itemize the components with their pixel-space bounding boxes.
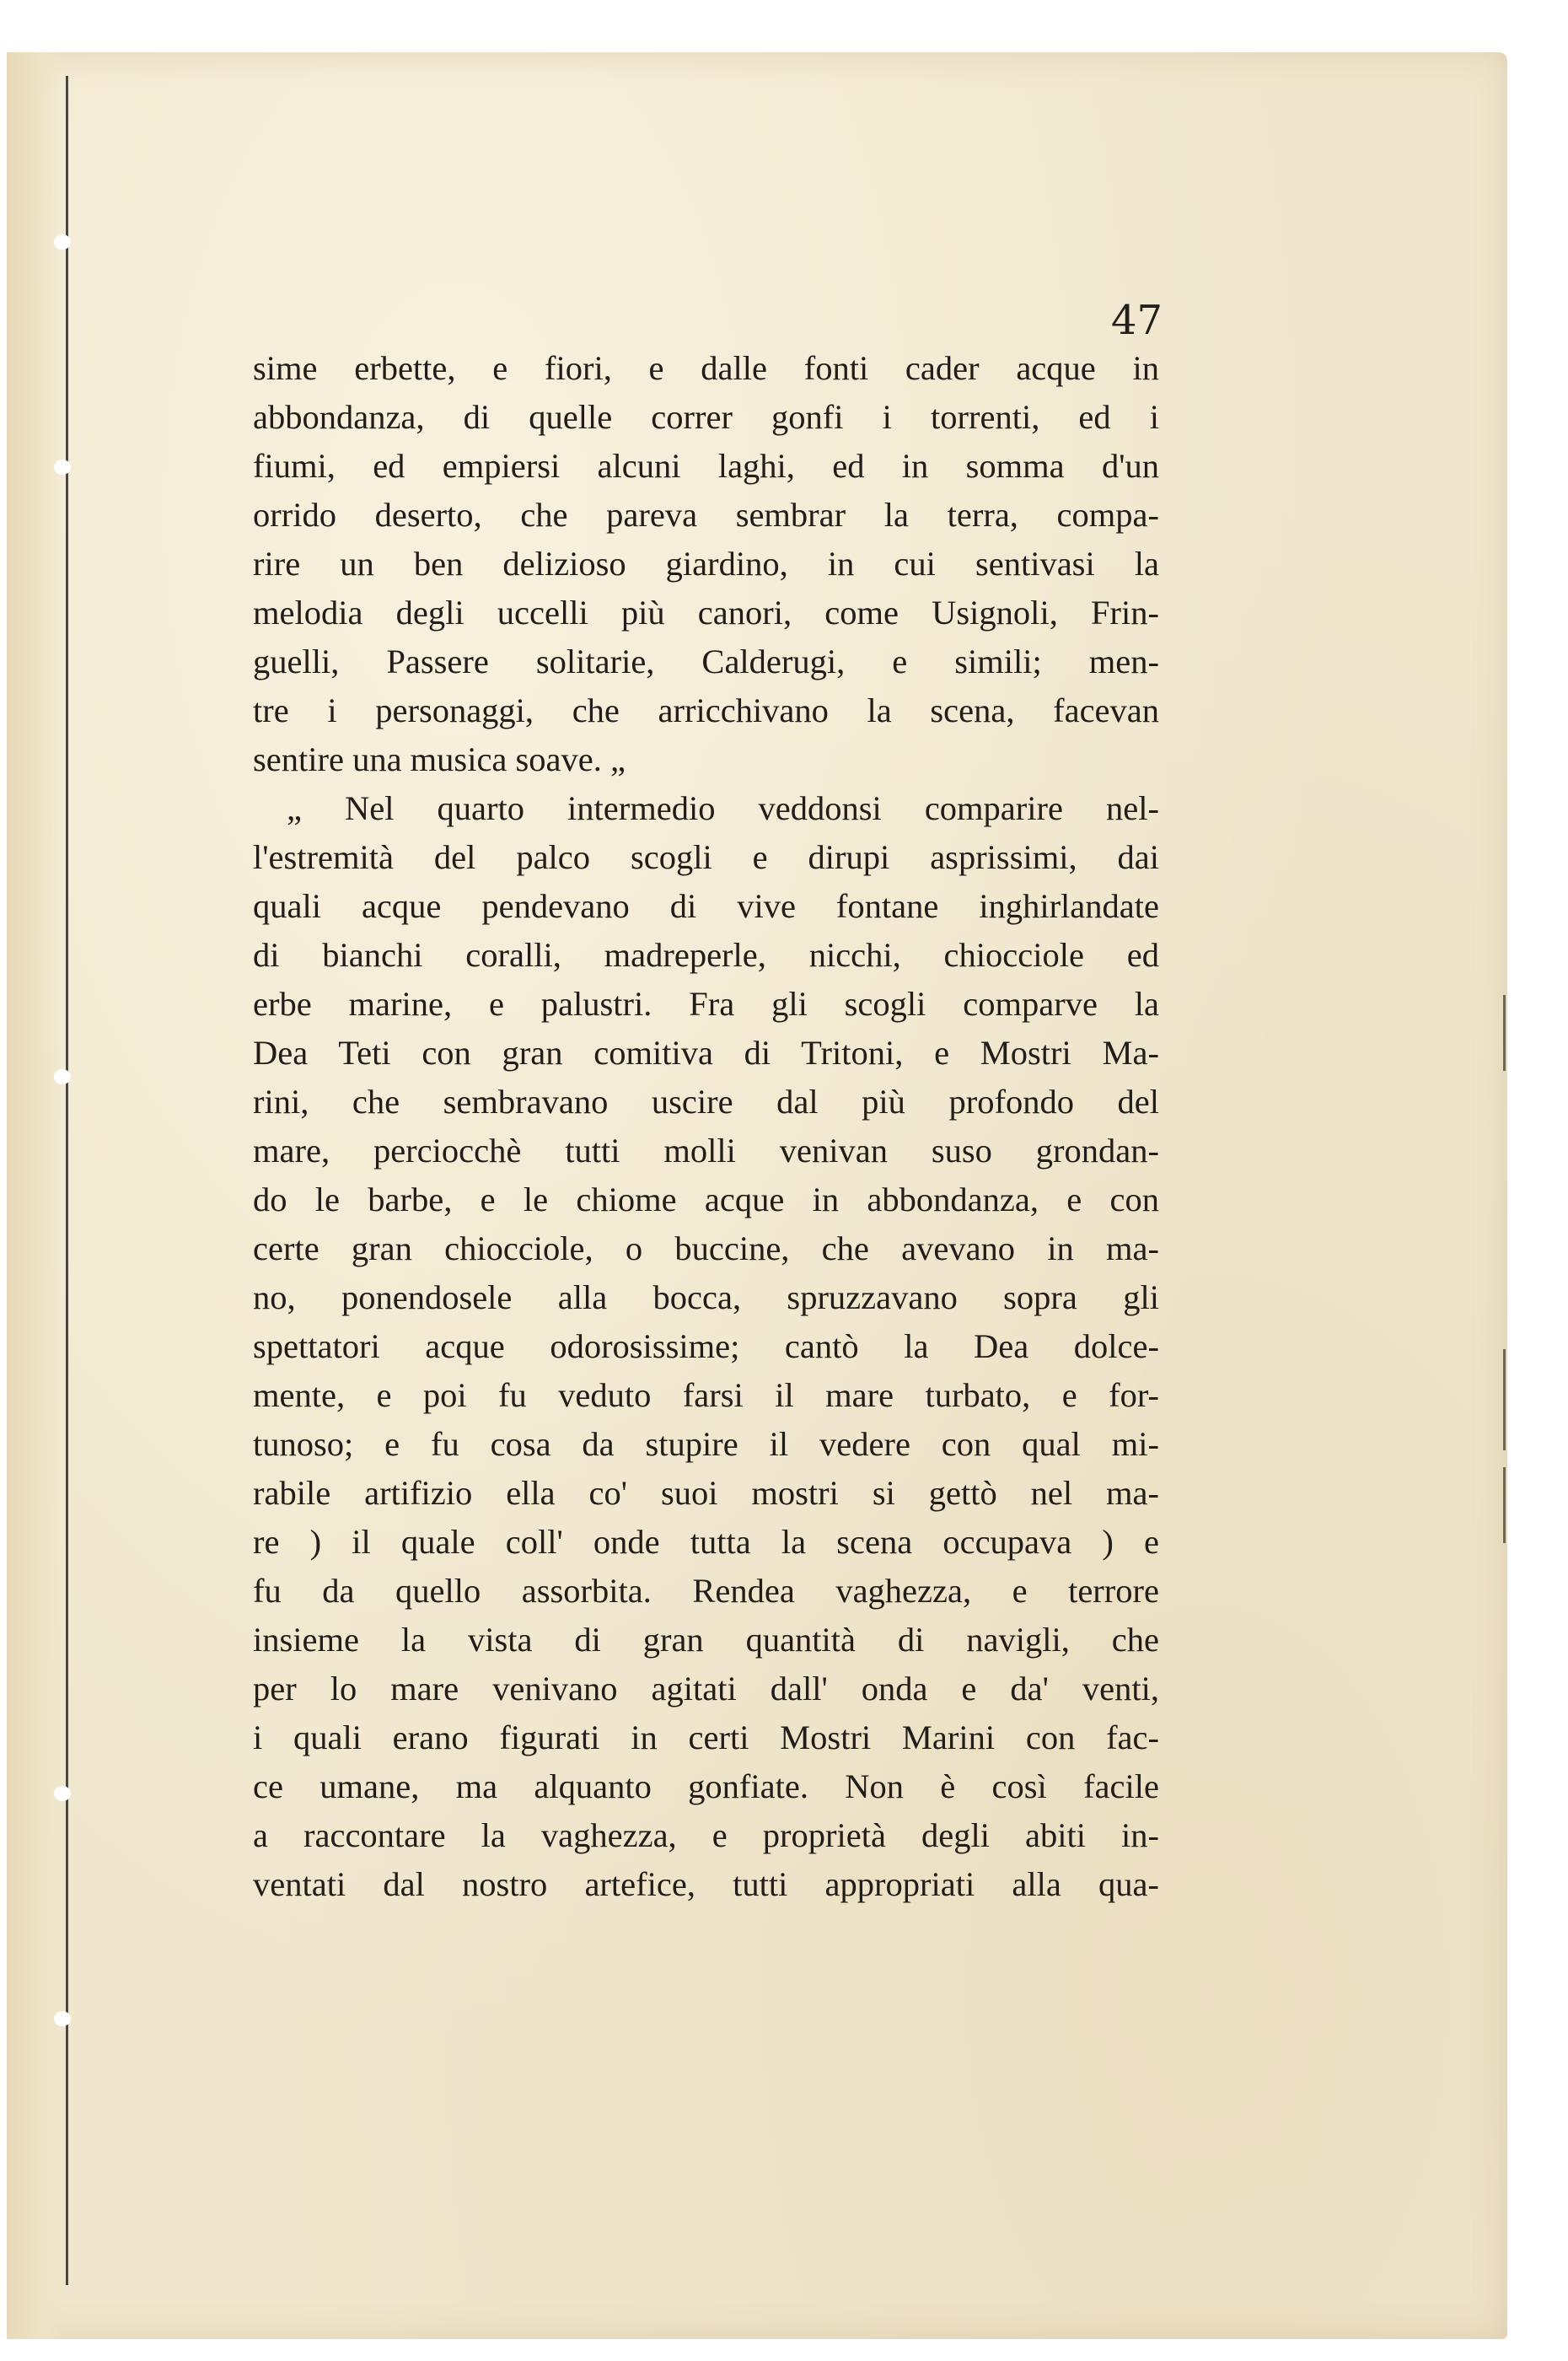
text-line: sentire una musica soave. „ bbox=[253, 740, 626, 778]
page-edge-mark bbox=[1503, 995, 1506, 1071]
text-line: mare, perciocchè tutti molli venivan suso grondan- bbox=[253, 1132, 1159, 1170]
text-line: rabile artifizio ella co' suoi mostri si gettò nel ma- bbox=[253, 1474, 1159, 1512]
text-line: spettatori acque odorosissime; cantò la Dea dolce- bbox=[253, 1327, 1159, 1365]
text-line: insieme la vista di gran quantità di navigli, che bbox=[253, 1621, 1159, 1659]
text-line: orrido deserto, che pareva sembrar la terra, compa- bbox=[253, 496, 1159, 534]
text-line: sime erbette, e fiori, e dalle fonti cader acque in bbox=[253, 349, 1159, 387]
text-line: do le barbe, e le chiome acque in abbondanza, e con bbox=[253, 1180, 1159, 1218]
text-line: guelli, Passere solitarie, Calderugi, e simili; men- bbox=[253, 643, 1159, 680]
page-number: 47 bbox=[1111, 297, 1163, 344]
binding-line bbox=[66, 76, 68, 2285]
text-line: rire un ben delizioso giardino, in cui sentivasi la bbox=[253, 545, 1159, 583]
text-line: re ) il quale coll' onde tutta la scena occupava ) e bbox=[253, 1523, 1159, 1561]
text-line: tunoso; e fu cosa da stupire il vedere con qual mi- bbox=[253, 1425, 1159, 1463]
stitch-hole bbox=[54, 1069, 71, 1084]
text-line: certe gran chiocciole, o buccine, che avevano in ma- bbox=[253, 1229, 1159, 1267]
stitch-hole bbox=[54, 2011, 71, 2026]
text-line: melodia degli uccelli più canori, come Usignoli, Frin- bbox=[253, 594, 1159, 632]
text-line: fiumi, ed empiersi alcuni laghi, ed in somma d'un bbox=[253, 447, 1159, 485]
text-line: ce umane, ma alquanto gonfiate. Non è così facile bbox=[253, 1767, 1159, 1805]
text-line: fu da quello assorbita. Rendea vaghezza, e terrore bbox=[253, 1572, 1159, 1610]
text-line: „ Nel quarto intermedio veddonsi comparire nel- bbox=[287, 789, 1159, 827]
text-line: rini, che sembravano uscire dal più profondo del bbox=[253, 1083, 1159, 1121]
stitch-hole bbox=[54, 1786, 71, 1801]
text-line: no, ponendosele alla bocca, spruzzavano sopra gli bbox=[253, 1278, 1159, 1316]
text-line: a raccontare la vaghezza, e proprietà degli abiti in- bbox=[253, 1816, 1159, 1854]
body-text bbox=[253, 344, 1159, 1909]
page-edge-mark bbox=[1503, 1349, 1506, 1450]
binding-edge bbox=[7, 52, 66, 2339]
text-line: erbe marine, e palustri. Fra gli scogli comparve la bbox=[253, 985, 1159, 1023]
stitch-hole bbox=[54, 460, 71, 475]
text-line: quali acque pendevano di vive fontane inghirlandate bbox=[253, 887, 1159, 925]
text-line: Dea Teti con gran comitiva di Tritoni, e Mostri Ma- bbox=[253, 1034, 1159, 1072]
text-line: per lo mare venivano agitati dall' onda e da' venti, bbox=[253, 1670, 1159, 1708]
text-line: di bianchi coralli, madreperle, nicchi, chiocciole ed bbox=[253, 936, 1159, 974]
stitch-hole bbox=[54, 234, 71, 250]
text-line: l'estremità del palco scogli e dirupi asprissimi, dai bbox=[253, 838, 1159, 876]
text-line: ventati dal nostro artefice, tutti appropriati alla qua- bbox=[253, 1865, 1159, 1903]
text-line: i quali erano figurati in certi Mostri Marini con fac- bbox=[253, 1718, 1159, 1756]
page-edge-mark bbox=[1503, 1467, 1506, 1543]
text-line: tre i personaggi, che arricchivano la scena, facevan bbox=[253, 691, 1159, 729]
text-line: abbondanza, di quelle correr gonfi i torrenti, ed i bbox=[253, 398, 1159, 436]
text-line: mente, e poi fu veduto farsi il mare turbato, e for- bbox=[253, 1376, 1159, 1414]
